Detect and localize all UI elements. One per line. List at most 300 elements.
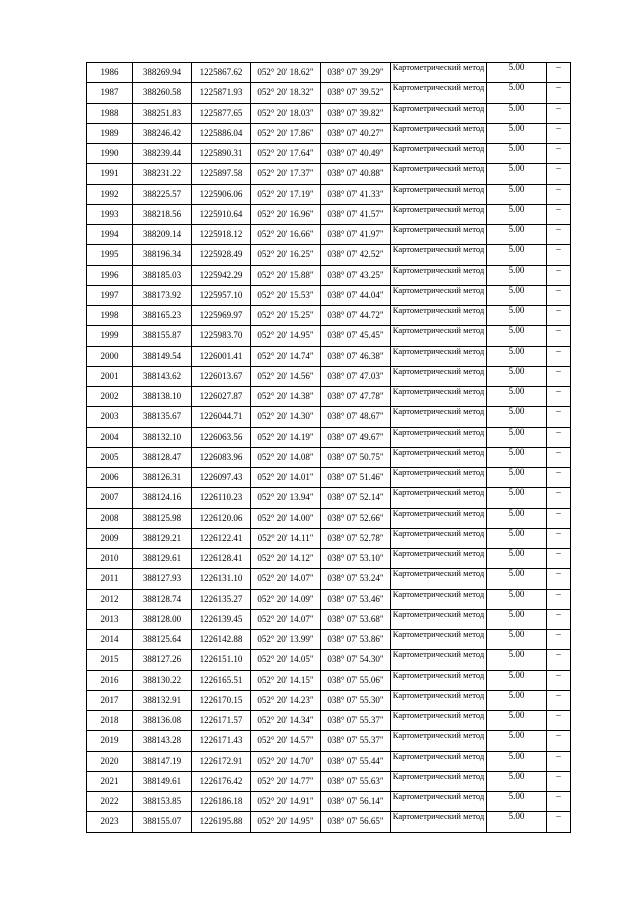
x-coordinate-cell: 388125.64 — [133, 630, 192, 650]
point-number-cell: 2011 — [87, 569, 133, 589]
longitude-cell: 038° 07' 42.52" — [321, 245, 391, 265]
method-cell: Картометрический метод — [391, 427, 487, 447]
longitude-cell: 038° 07' 47.78" — [321, 387, 391, 407]
note-cell: – — [547, 751, 571, 771]
y-coordinate-cell: 1226135.27 — [192, 589, 251, 609]
x-coordinate-cell: 388260.58 — [133, 83, 192, 103]
method-cell: Картометрический метод — [391, 589, 487, 609]
note-cell: – — [547, 447, 571, 467]
y-coordinate-cell: 1226142.88 — [192, 630, 251, 650]
accuracy-cell: 5.00 — [487, 589, 547, 609]
y-coordinate-cell: 1225897.58 — [192, 164, 251, 184]
longitude-cell: 038° 07' 51.46" — [321, 468, 391, 488]
method-cell: Картометрический метод — [391, 285, 487, 305]
longitude-cell: 038° 07' 52.78" — [321, 528, 391, 548]
note-cell: – — [547, 123, 571, 143]
point-number-cell: 2019 — [87, 731, 133, 751]
table-row — [87, 326, 571, 346]
y-coordinate-cell: 1226120.06 — [192, 508, 251, 528]
method-cell: Картометрический метод — [391, 306, 487, 326]
table-row — [87, 508, 571, 528]
method-cell: Картометрический метод — [391, 711, 487, 731]
x-coordinate-cell: 388246.42 — [133, 123, 192, 143]
accuracy-cell: 5.00 — [487, 731, 547, 751]
longitude-cell: 038° 07' 53.86" — [321, 630, 391, 650]
y-coordinate-cell: 1226128.41 — [192, 549, 251, 569]
accuracy-cell: 5.00 — [487, 447, 547, 467]
y-coordinate-cell: 1226063.56 — [192, 427, 251, 447]
note-cell: – — [547, 589, 571, 609]
latitude-cell: 052° 20' 18.03" — [251, 103, 321, 123]
table-row — [87, 731, 571, 751]
table-row — [87, 589, 571, 609]
longitude-cell: 038° 07' 55.06" — [321, 670, 391, 690]
longitude-cell: 038° 07' 43.25" — [321, 265, 391, 285]
point-number-cell: 2018 — [87, 711, 133, 731]
x-coordinate-cell: 388239.44 — [133, 144, 192, 164]
table-row — [87, 63, 571, 83]
x-coordinate-cell: 388147.19 — [133, 751, 192, 771]
accuracy-cell: 5.00 — [487, 225, 547, 245]
x-coordinate-cell: 388135.67 — [133, 407, 192, 427]
x-coordinate-cell: 388128.00 — [133, 609, 192, 629]
method-cell: Картометрический метод — [391, 508, 487, 528]
x-coordinate-cell: 388149.61 — [133, 771, 192, 791]
note-cell: – — [547, 731, 571, 751]
accuracy-cell: 5.00 — [487, 346, 547, 366]
point-number-cell: 2003 — [87, 407, 133, 427]
latitude-cell: 052° 20' 14.91" — [251, 792, 321, 812]
point-number-cell: 2021 — [87, 771, 133, 791]
point-number-cell: 2022 — [87, 792, 133, 812]
table-row — [87, 488, 571, 508]
y-coordinate-cell: 1225886.04 — [192, 123, 251, 143]
x-coordinate-cell: 388132.10 — [133, 427, 192, 447]
accuracy-cell: 5.00 — [487, 387, 547, 407]
y-coordinate-cell: 1226151.10 — [192, 650, 251, 670]
point-number-cell: 2005 — [87, 447, 133, 467]
y-coordinate-cell: 1226195.88 — [192, 812, 251, 832]
point-number-cell: 1995 — [87, 245, 133, 265]
method-cell: Картометрический метод — [391, 488, 487, 508]
accuracy-cell: 5.00 — [487, 245, 547, 265]
x-coordinate-cell: 388225.57 — [133, 184, 192, 204]
accuracy-cell: 5.00 — [487, 508, 547, 528]
table-row — [87, 164, 571, 184]
point-number-cell: 1992 — [87, 184, 133, 204]
x-coordinate-cell: 388196.34 — [133, 245, 192, 265]
table-row — [87, 245, 571, 265]
longitude-cell: 038° 07' 55.37" — [321, 731, 391, 751]
y-coordinate-cell: 1225871.93 — [192, 83, 251, 103]
latitude-cell: 052° 20' 14.30" — [251, 407, 321, 427]
y-coordinate-cell: 1225983.70 — [192, 326, 251, 346]
table-row — [87, 204, 571, 224]
latitude-cell: 052° 20' 14.00" — [251, 508, 321, 528]
longitude-cell: 038° 07' 44.04" — [321, 285, 391, 305]
table-row — [87, 447, 571, 467]
accuracy-cell: 5.00 — [487, 488, 547, 508]
accuracy-cell: 5.00 — [487, 103, 547, 123]
latitude-cell: 052° 20' 16.25" — [251, 245, 321, 265]
x-coordinate-cell: 388153.85 — [133, 792, 192, 812]
point-number-cell: 1987 — [87, 83, 133, 103]
point-number-cell: 2023 — [87, 812, 133, 832]
method-cell: Картометрический метод — [391, 245, 487, 265]
latitude-cell: 052° 20' 14.95" — [251, 812, 321, 832]
accuracy-cell: 5.00 — [487, 123, 547, 143]
latitude-cell: 052° 20' 14.95" — [251, 326, 321, 346]
note-cell: – — [547, 427, 571, 447]
y-coordinate-cell: 1225969.97 — [192, 306, 251, 326]
point-number-cell: 2013 — [87, 609, 133, 629]
y-coordinate-cell: 1226013.67 — [192, 366, 251, 386]
longitude-cell: 038° 07' 56.65" — [321, 812, 391, 832]
longitude-cell: 038° 07' 40.27" — [321, 123, 391, 143]
table-row — [87, 549, 571, 569]
note-cell: – — [547, 630, 571, 650]
y-coordinate-cell: 1226172.91 — [192, 751, 251, 771]
longitude-cell: 038° 07' 41.57" — [321, 204, 391, 224]
method-cell: Картометрический метод — [391, 407, 487, 427]
method-cell: Картометрический метод — [391, 225, 487, 245]
method-cell: Картометрический метод — [391, 326, 487, 346]
method-cell: Картометрический метод — [391, 690, 487, 710]
note-cell: – — [547, 508, 571, 528]
accuracy-cell: 5.00 — [487, 427, 547, 447]
accuracy-cell: 5.00 — [487, 609, 547, 629]
y-coordinate-cell: 1226139.45 — [192, 609, 251, 629]
note-cell: – — [547, 225, 571, 245]
method-cell: Картометрический метод — [391, 812, 487, 832]
method-cell: Картометрический метод — [391, 792, 487, 812]
accuracy-cell: 5.00 — [487, 812, 547, 832]
x-coordinate-cell: 388129.61 — [133, 549, 192, 569]
table-row — [87, 650, 571, 670]
table-row — [87, 184, 571, 204]
method-cell: Картометрический метод — [391, 549, 487, 569]
latitude-cell: 052° 20' 14.15" — [251, 670, 321, 690]
y-coordinate-cell: 1226083.96 — [192, 447, 251, 467]
point-number-cell: 2016 — [87, 670, 133, 690]
accuracy-cell: 5.00 — [487, 407, 547, 427]
latitude-cell: 052° 20' 13.99" — [251, 630, 321, 650]
table-row — [87, 366, 571, 386]
method-cell: Картометрический метод — [391, 670, 487, 690]
y-coordinate-cell: 1226171.57 — [192, 711, 251, 731]
accuracy-cell: 5.00 — [487, 366, 547, 386]
x-coordinate-cell: 388231.22 — [133, 164, 192, 184]
x-coordinate-cell: 388124.16 — [133, 488, 192, 508]
point-number-cell: 2020 — [87, 751, 133, 771]
note-cell: – — [547, 83, 571, 103]
latitude-cell: 052° 20' 15.53" — [251, 285, 321, 305]
latitude-cell: 052° 20' 18.32" — [251, 83, 321, 103]
y-coordinate-cell: 1226170.15 — [192, 690, 251, 710]
table-row — [87, 528, 571, 548]
table-row — [87, 812, 571, 832]
point-number-cell: 2012 — [87, 589, 133, 609]
point-number-cell: 1997 — [87, 285, 133, 305]
point-number-cell: 1990 — [87, 144, 133, 164]
method-cell: Картометрический метод — [391, 387, 487, 407]
point-number-cell: 1993 — [87, 204, 133, 224]
y-coordinate-cell: 1226110.23 — [192, 488, 251, 508]
longitude-cell: 038° 07' 40.88" — [321, 164, 391, 184]
accuracy-cell: 5.00 — [487, 670, 547, 690]
y-coordinate-cell: 1226001.41 — [192, 346, 251, 366]
x-coordinate-cell: 388149.54 — [133, 346, 192, 366]
accuracy-cell: 5.00 — [487, 306, 547, 326]
table-row — [87, 346, 571, 366]
accuracy-cell: 5.00 — [487, 164, 547, 184]
point-number-cell: 2001 — [87, 366, 133, 386]
method-cell: Картометрический метод — [391, 63, 487, 83]
method-cell: Картометрический метод — [391, 346, 487, 366]
longitude-cell: 038° 07' 48.67" — [321, 407, 391, 427]
longitude-cell: 038° 07' 46.38" — [321, 346, 391, 366]
method-cell: Картометрический метод — [391, 83, 487, 103]
x-coordinate-cell: 388218.56 — [133, 204, 192, 224]
y-coordinate-cell: 1226171.43 — [192, 731, 251, 751]
accuracy-cell: 5.00 — [487, 204, 547, 224]
y-coordinate-cell: 1225906.06 — [192, 184, 251, 204]
point-number-cell: 2015 — [87, 650, 133, 670]
point-number-cell: 1998 — [87, 306, 133, 326]
latitude-cell: 052° 20' 15.25" — [251, 306, 321, 326]
note-cell: – — [547, 387, 571, 407]
method-cell: Картометрический метод — [391, 609, 487, 629]
note-cell: – — [547, 285, 571, 305]
longitude-cell: 038° 07' 39.82" — [321, 103, 391, 123]
latitude-cell: 052° 20' 14.70" — [251, 751, 321, 771]
latitude-cell: 052° 20' 14.07" — [251, 609, 321, 629]
latitude-cell: 052° 20' 14.08" — [251, 447, 321, 467]
note-cell: – — [547, 771, 571, 791]
note-cell: – — [547, 488, 571, 508]
longitude-cell: 038° 07' 52.14" — [321, 488, 391, 508]
y-coordinate-cell: 1225928.49 — [192, 245, 251, 265]
longitude-cell: 038° 07' 47.03" — [321, 366, 391, 386]
note-cell: – — [547, 528, 571, 548]
table-row — [87, 711, 571, 731]
latitude-cell: 052° 20' 17.37" — [251, 164, 321, 184]
longitude-cell: 038° 07' 55.30" — [321, 690, 391, 710]
note-cell: – — [547, 812, 571, 832]
latitude-cell: 052° 20' 16.96" — [251, 204, 321, 224]
method-cell: Картометрический метод — [391, 184, 487, 204]
coordinates-table — [86, 62, 571, 833]
latitude-cell: 052° 20' 14.34" — [251, 711, 321, 731]
accuracy-cell: 5.00 — [487, 771, 547, 791]
method-cell: Картометрический метод — [391, 650, 487, 670]
x-coordinate-cell: 388126.31 — [133, 468, 192, 488]
y-coordinate-cell: 1226176.42 — [192, 771, 251, 791]
longitude-cell: 038° 07' 40.49" — [321, 144, 391, 164]
note-cell: – — [547, 792, 571, 812]
accuracy-cell: 5.00 — [487, 468, 547, 488]
point-number-cell: 2008 — [87, 508, 133, 528]
longitude-cell: 038° 07' 53.24" — [321, 569, 391, 589]
y-coordinate-cell: 1226186.18 — [192, 792, 251, 812]
latitude-cell: 052° 20' 16.66" — [251, 225, 321, 245]
note-cell: – — [547, 569, 571, 589]
latitude-cell: 052° 20' 18.62" — [251, 63, 321, 83]
point-number-cell: 2004 — [87, 427, 133, 447]
table-row — [87, 468, 571, 488]
longitude-cell: 038° 07' 39.52" — [321, 83, 391, 103]
y-coordinate-cell: 1226044.71 — [192, 407, 251, 427]
longitude-cell: 038° 07' 55.44" — [321, 751, 391, 771]
x-coordinate-cell: 388127.93 — [133, 569, 192, 589]
table-row — [87, 285, 571, 305]
x-coordinate-cell: 388155.87 — [133, 326, 192, 346]
accuracy-cell: 5.00 — [487, 690, 547, 710]
longitude-cell: 038° 07' 45.45" — [321, 326, 391, 346]
latitude-cell: 052° 20' 14.19" — [251, 427, 321, 447]
note-cell: – — [547, 103, 571, 123]
table-row — [87, 690, 571, 710]
y-coordinate-cell: 1226097.43 — [192, 468, 251, 488]
longitude-cell: 038° 07' 39.29" — [321, 63, 391, 83]
point-number-cell: 1994 — [87, 225, 133, 245]
latitude-cell: 052° 20' 14.12" — [251, 549, 321, 569]
accuracy-cell: 5.00 — [487, 650, 547, 670]
note-cell: – — [547, 650, 571, 670]
note-cell: – — [547, 63, 571, 83]
point-number-cell: 1991 — [87, 164, 133, 184]
note-cell: – — [547, 670, 571, 690]
x-coordinate-cell: 388128.74 — [133, 589, 192, 609]
point-number-cell: 1986 — [87, 63, 133, 83]
point-number-cell: 2017 — [87, 690, 133, 710]
point-number-cell: 2009 — [87, 528, 133, 548]
x-coordinate-cell: 388138.10 — [133, 387, 192, 407]
note-cell: – — [547, 549, 571, 569]
accuracy-cell: 5.00 — [487, 569, 547, 589]
note-cell: – — [547, 366, 571, 386]
point-number-cell: 2007 — [87, 488, 133, 508]
longitude-cell: 038° 07' 49.67" — [321, 427, 391, 447]
note-cell: – — [547, 204, 571, 224]
note-cell: – — [547, 184, 571, 204]
longitude-cell: 038° 07' 41.33" — [321, 184, 391, 204]
method-cell: Картометрический метод — [391, 731, 487, 751]
latitude-cell: 052° 20' 14.56" — [251, 366, 321, 386]
x-coordinate-cell: 388143.28 — [133, 731, 192, 751]
point-number-cell: 2002 — [87, 387, 133, 407]
latitude-cell: 052° 20' 14.01" — [251, 468, 321, 488]
y-coordinate-cell: 1226165.51 — [192, 670, 251, 690]
longitude-cell: 038° 07' 53.46" — [321, 589, 391, 609]
longitude-cell: 038° 07' 41.97" — [321, 225, 391, 245]
longitude-cell: 038° 07' 55.37" — [321, 711, 391, 731]
table-row — [87, 387, 571, 407]
accuracy-cell: 5.00 — [487, 711, 547, 731]
table-row — [87, 792, 571, 812]
table-row — [87, 123, 571, 143]
accuracy-cell: 5.00 — [487, 83, 547, 103]
latitude-cell: 052° 20' 15.88" — [251, 265, 321, 285]
table-row — [87, 569, 571, 589]
latitude-cell: 052° 20' 14.77" — [251, 771, 321, 791]
note-cell: – — [547, 346, 571, 366]
point-number-cell: 1989 — [87, 123, 133, 143]
note-cell: – — [547, 306, 571, 326]
method-cell: Картометрический метод — [391, 123, 487, 143]
method-cell: Картометрический метод — [391, 468, 487, 488]
point-number-cell: 2006 — [87, 468, 133, 488]
table-row — [87, 670, 571, 690]
y-coordinate-cell: 1225910.64 — [192, 204, 251, 224]
accuracy-cell: 5.00 — [487, 184, 547, 204]
table-row — [87, 609, 571, 629]
method-cell: Картометрический метод — [391, 447, 487, 467]
note-cell: – — [547, 164, 571, 184]
x-coordinate-cell: 388130.22 — [133, 670, 192, 690]
x-coordinate-cell: 388209.14 — [133, 225, 192, 245]
latitude-cell: 052° 20' 14.11" — [251, 528, 321, 548]
accuracy-cell: 5.00 — [487, 549, 547, 569]
longitude-cell: 038° 07' 50.75" — [321, 447, 391, 467]
accuracy-cell: 5.00 — [487, 285, 547, 305]
x-coordinate-cell: 388185.03 — [133, 265, 192, 285]
y-coordinate-cell: 1225918.12 — [192, 225, 251, 245]
table-row — [87, 427, 571, 447]
method-cell: Картометрический метод — [391, 265, 487, 285]
method-cell: Картометрический метод — [391, 144, 487, 164]
accuracy-cell: 5.00 — [487, 63, 547, 83]
latitude-cell: 052° 20' 13.94" — [251, 488, 321, 508]
accuracy-cell: 5.00 — [487, 630, 547, 650]
x-coordinate-cell: 388155.07 — [133, 812, 192, 832]
note-cell: – — [547, 265, 571, 285]
note-cell: – — [547, 711, 571, 731]
table-row — [87, 751, 571, 771]
accuracy-cell: 5.00 — [487, 528, 547, 548]
point-number-cell: 1988 — [87, 103, 133, 123]
accuracy-cell: 5.00 — [487, 792, 547, 812]
method-cell: Картометрический метод — [391, 103, 487, 123]
note-cell: – — [547, 690, 571, 710]
y-coordinate-cell: 1226122.41 — [192, 528, 251, 548]
accuracy-cell: 5.00 — [487, 144, 547, 164]
x-coordinate-cell: 388125.98 — [133, 508, 192, 528]
y-coordinate-cell: 1225877.65 — [192, 103, 251, 123]
latitude-cell: 052° 20' 17.19" — [251, 184, 321, 204]
point-number-cell: 2010 — [87, 549, 133, 569]
method-cell: Картометрический метод — [391, 771, 487, 791]
x-coordinate-cell: 388165.23 — [133, 306, 192, 326]
x-coordinate-cell: 388173.92 — [133, 285, 192, 305]
method-cell: Картометрический метод — [391, 366, 487, 386]
method-cell: Картометрический метод — [391, 204, 487, 224]
note-cell: – — [547, 144, 571, 164]
x-coordinate-cell: 388136.08 — [133, 711, 192, 731]
longitude-cell: 038° 07' 55.63" — [321, 771, 391, 791]
table-row — [87, 630, 571, 650]
y-coordinate-cell: 1225867.62 — [192, 63, 251, 83]
x-coordinate-cell: 388128.47 — [133, 447, 192, 467]
y-coordinate-cell: 1225942.29 — [192, 265, 251, 285]
method-cell: Картометрический метод — [391, 164, 487, 184]
x-coordinate-cell: 388132.91 — [133, 690, 192, 710]
coordinates-table-body — [87, 63, 571, 833]
latitude-cell: 052° 20' 14.23" — [251, 690, 321, 710]
method-cell: Картометрический метод — [391, 528, 487, 548]
accuracy-cell: 5.00 — [487, 265, 547, 285]
latitude-cell: 052° 20' 17.86" — [251, 123, 321, 143]
